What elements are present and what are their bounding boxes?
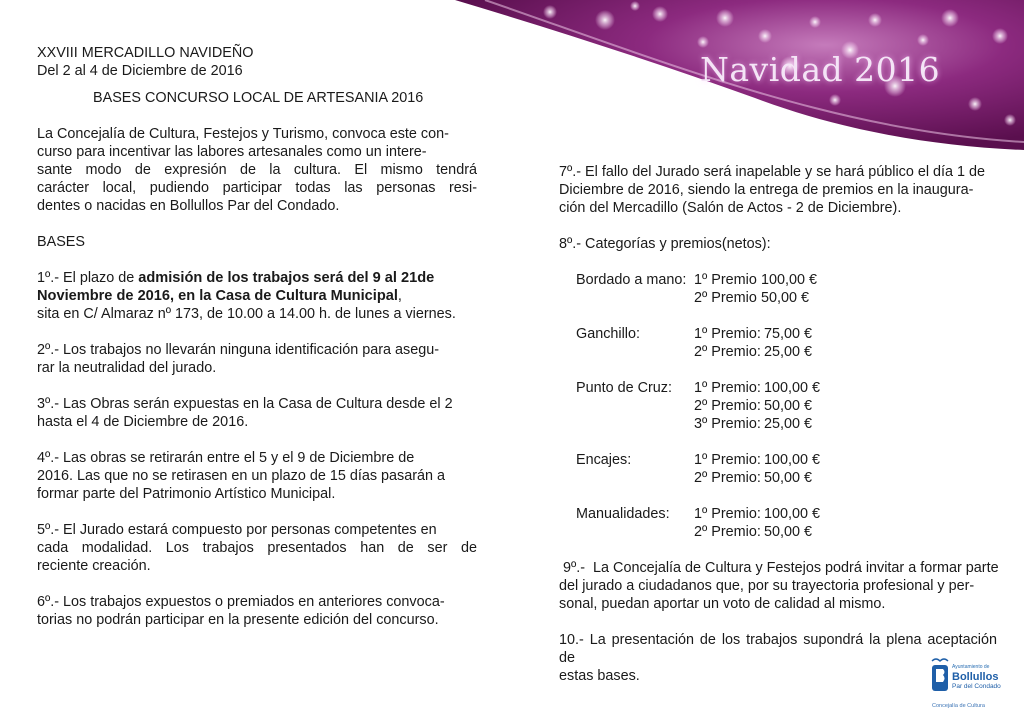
prize-row bbox=[694, 397, 820, 415]
prize-amount: 75,00 € bbox=[764, 326, 813, 342]
rule-7 bbox=[559, 163, 997, 217]
intro-line: dentes o nacidas en Bollullos Par del Condado. bbox=[37, 198, 340, 214]
prize-amount: 100,00 € bbox=[764, 380, 821, 396]
prize-row bbox=[694, 325, 812, 343]
rule-4-line: formar parte del Patrimonio Artístico Municipal. bbox=[37, 486, 336, 502]
rule-4-line: 4º.- Las obras se retirarán entre el 5 y el 9 de Diciembre de bbox=[37, 450, 415, 466]
category-name: Punto de Cruz: bbox=[576, 380, 672, 396]
prize-amount: 50,00 € bbox=[764, 524, 813, 540]
rule-9-line: 9º.- La Concejalía de Cultura y Festejos podrá invitar a formar parte bbox=[559, 560, 999, 576]
prize-row bbox=[694, 289, 817, 307]
intro-line: La Concejalía de Cultura, Festejos y Turismo, convoca este con- bbox=[37, 126, 449, 142]
prize-ordinal: 2º Premio bbox=[694, 290, 757, 306]
prize-list bbox=[694, 271, 817, 307]
prize-ordinal: 1º Premio: bbox=[694, 452, 761, 468]
left-column bbox=[37, 44, 477, 629]
prize-row bbox=[694, 505, 820, 523]
banner-title: Navidad 2016 bbox=[700, 50, 941, 89]
prize-row bbox=[694, 451, 820, 469]
rule-4-line: 2016. Las que no se retirasen en un plazo de 15 días pasarán a bbox=[37, 468, 446, 484]
prize-ordinal: 2º Premio: bbox=[694, 470, 761, 486]
category-manualidades bbox=[576, 505, 997, 541]
rule-3-line: 3º.- Las Obras serán expuestas en la Casa de Cultura desde el 2 bbox=[37, 396, 453, 412]
rule-1-line bbox=[37, 287, 477, 305]
intro-paragraph bbox=[37, 125, 477, 215]
intro-line: sante modo de expresión de la cultura. El mismo tendrá bbox=[37, 162, 477, 178]
rule-1-prefix: 1º.- El plazo de bbox=[37, 270, 139, 286]
logo-main-text: Bollullos bbox=[952, 671, 999, 683]
prize-row bbox=[694, 379, 820, 397]
rule-6-line: torias no podrán participar en la presente edición del concurso. bbox=[37, 612, 439, 628]
logo-small-text: Ayuntamiento de bbox=[952, 664, 990, 670]
rule-7-line: ción del Mercadillo (Salón de Actos - 2 de Diciembre). bbox=[559, 200, 902, 216]
logo-bottom-text: Concejalía de Cultura bbox=[932, 703, 985, 709]
event-dates: Del 2 al 4 de Diciembre de 2016 bbox=[37, 63, 243, 79]
rule-10-line: estas bases. bbox=[559, 668, 640, 684]
rule-1-bold: Noviembre de 2016, en la Casa de Cultura Municipal bbox=[37, 288, 398, 304]
category-encajes bbox=[576, 451, 997, 487]
rule-6 bbox=[37, 593, 477, 629]
prize-amount: 50,00 € bbox=[761, 290, 810, 306]
prize-ordinal: 2º Premio: bbox=[694, 524, 761, 540]
prize-amount: 100,00 € bbox=[764, 506, 821, 522]
category-name: Bordado a mano: bbox=[576, 272, 687, 288]
category-bordado bbox=[576, 271, 997, 307]
prize-ordinal: 2º Premio: bbox=[694, 398, 761, 414]
prize-ordinal: 2º Premio: bbox=[694, 344, 761, 360]
prize-list bbox=[694, 325, 812, 361]
prize-ordinal: 3º Premio: bbox=[694, 416, 761, 432]
prize-row bbox=[694, 523, 820, 541]
logo-emblem-icon bbox=[932, 659, 948, 691]
rule-10-line: 10.- La presentación de los trabajos supondrá la plena aceptación de bbox=[559, 632, 997, 666]
rule-5 bbox=[37, 521, 477, 575]
rule-5-line: reciente creación. bbox=[37, 558, 151, 574]
prize-row bbox=[694, 469, 820, 487]
bollullos-logo bbox=[930, 655, 1016, 711]
bases-heading: BASES bbox=[37, 234, 85, 250]
rule-1-line bbox=[37, 269, 477, 287]
right-column bbox=[559, 163, 997, 685]
rule-7-line: 7º.- El fallo del Jurado será inapelable y se hará público el día 1 de bbox=[559, 164, 986, 180]
logo-sub-text: Par del Condado bbox=[952, 683, 1001, 690]
rule-5-line: 5º.- El Jurado estará compuesto por personas competentes en bbox=[37, 522, 437, 538]
prize-row bbox=[694, 415, 820, 433]
category-name: Ganchillo: bbox=[576, 326, 640, 342]
prize-amount: 100,00 € bbox=[764, 452, 821, 468]
prize-table bbox=[576, 271, 997, 541]
rule-9-line: sonal, puedan aportar un voto de calidad al mismo. bbox=[559, 596, 886, 612]
rule-2-line: rar la neutralidad del jurado. bbox=[37, 360, 217, 376]
rule-7-line: Diciembre de 2016, siendo la entrega de premios en la inaugura- bbox=[559, 182, 974, 198]
category-punto-de-cruz bbox=[576, 379, 997, 433]
rule-9-line: del jurado a ciudadanos que, por su trayectoria profesional y per- bbox=[559, 578, 975, 594]
prize-row bbox=[694, 271, 817, 289]
prize-amount: 50,00 € bbox=[764, 398, 813, 414]
rule-4 bbox=[37, 449, 477, 503]
contest-title: BASES CONCURSO LOCAL DE ARTESANIA 2016 bbox=[93, 90, 424, 106]
prize-ordinal: 1º Premio: bbox=[694, 506, 761, 522]
prize-ordinal: 1º Premio bbox=[694, 272, 757, 288]
rule-6-line: 6º.- Los trabajos expuestos o premiados en anteriores convoca- bbox=[37, 594, 445, 610]
rule-8-heading: 8º.- Categorías y premios(netos): bbox=[559, 236, 771, 252]
rule-2-line: 2º.- Los trabajos no llevarán ninguna identificación para asegu- bbox=[37, 342, 440, 358]
prize-list bbox=[694, 379, 820, 433]
rule-9 bbox=[559, 559, 997, 613]
prize-amount: 50,00 € bbox=[764, 470, 813, 486]
intro-line: curso para incentivar las labores artesanales como un intere- bbox=[37, 144, 427, 160]
event-name: XXVIII MERCADILLO NAVIDEÑO bbox=[37, 45, 254, 61]
prize-amount: 25,00 € bbox=[764, 344, 813, 360]
category-ganchillo bbox=[576, 325, 997, 361]
rule-1-comma: , bbox=[397, 288, 402, 304]
rule-3-line: hasta el 4 de Diciembre de 2016. bbox=[37, 414, 249, 430]
rule-5-line: cada modalidad. Los trabajos presentados han de ser de bbox=[37, 540, 477, 556]
category-name: Encajes: bbox=[576, 452, 632, 468]
rule-2 bbox=[37, 341, 477, 377]
rule-1-line: sita en C/ Almaraz nº 173, de 10.00 a 14.00 h. de lunes a viernes. bbox=[37, 306, 456, 322]
rule-1 bbox=[37, 269, 477, 323]
prize-list bbox=[694, 505, 820, 541]
prize-row bbox=[694, 343, 812, 361]
prize-list bbox=[694, 451, 820, 487]
prize-amount: 25,00 € bbox=[764, 416, 813, 432]
rule-3 bbox=[37, 395, 477, 431]
intro-line: carácter local, pudiendo participar todas las personas resi- bbox=[37, 180, 477, 196]
rule-1-bold: admisión de los trabajos será del 9 al 21de bbox=[138, 270, 435, 286]
prize-ordinal: 1º Premio: bbox=[694, 380, 761, 396]
prize-ordinal: 1º Premio: bbox=[694, 326, 761, 342]
prize-amount: 100,00 € bbox=[761, 272, 818, 288]
category-name: Manualidades: bbox=[576, 506, 670, 522]
